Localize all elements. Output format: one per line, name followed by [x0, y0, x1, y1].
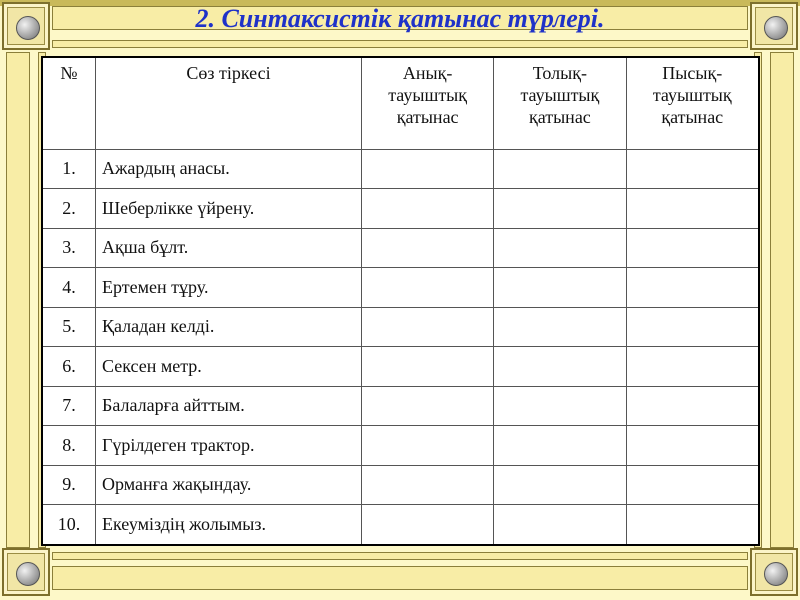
- corner-knob-icon: [16, 562, 40, 586]
- row-number: 8.: [42, 426, 96, 466]
- header-phrase: Сөз тіркесі: [96, 57, 362, 149]
- adverbial-cell[interactable]: [626, 465, 759, 505]
- row-phrase: Орманға жақындау.: [96, 465, 362, 505]
- attributive-cell[interactable]: [362, 149, 494, 189]
- row-number: 1.: [42, 149, 96, 189]
- row-number: 4.: [42, 268, 96, 308]
- attributive-cell[interactable]: [362, 228, 494, 268]
- table-row: [42, 465, 759, 505]
- attributive-cell[interactable]: [362, 386, 494, 426]
- adverbial-cell[interactable]: [626, 386, 759, 426]
- attributive-cell[interactable]: [362, 307, 494, 347]
- frame-bottom-inner-rail: [52, 552, 748, 560]
- adverbial-cell[interactable]: [626, 347, 759, 387]
- corner-ornament-bottom-left: [2, 548, 50, 596]
- adverbial-cell[interactable]: [626, 149, 759, 189]
- row-number: 3.: [42, 228, 96, 268]
- table-row: [42, 189, 759, 229]
- table-header-row: [42, 57, 759, 149]
- adverbial-cell[interactable]: [626, 307, 759, 347]
- syntax-relations-table: [41, 56, 760, 546]
- row-phrase: Ақша бұлт.: [96, 228, 362, 268]
- adverbial-cell[interactable]: [626, 268, 759, 308]
- object-cell[interactable]: [494, 228, 626, 268]
- object-cell[interactable]: [494, 307, 626, 347]
- adverbial-cell[interactable]: [626, 189, 759, 229]
- frame-bottom-rail: [52, 566, 748, 590]
- header-adverbial: Пысық- тауыштық қатынас: [626, 57, 759, 149]
- corner-knob-icon: [764, 562, 788, 586]
- object-cell[interactable]: [494, 426, 626, 466]
- table-row: [42, 307, 759, 347]
- adverbial-cell[interactable]: [626, 426, 759, 466]
- table-row: [42, 149, 759, 189]
- header-object: Толық- тауыштық қатынас: [494, 57, 626, 149]
- table-row: [42, 386, 759, 426]
- object-cell[interactable]: [494, 465, 626, 505]
- row-number: 9.: [42, 465, 96, 505]
- row-phrase: Сексен метр.: [96, 347, 362, 387]
- row-phrase: Балаларға айттым.: [96, 386, 362, 426]
- row-phrase: Шеберлікке үйрену.: [96, 189, 362, 229]
- row-phrase: Ажардың анасы.: [96, 149, 362, 189]
- frame-top-inner-rail: [52, 40, 748, 48]
- attributive-cell[interactable]: [362, 268, 494, 308]
- row-number: 2.: [42, 189, 96, 229]
- corner-ornament-bottom-right: [750, 548, 798, 596]
- adverbial-cell[interactable]: [626, 505, 759, 546]
- slide-title: 2. Синтаксистік қатынас түрлері.: [195, 4, 605, 33]
- header-attributive: Анық- тауыштық қатынас: [362, 57, 494, 149]
- table-row: [42, 228, 759, 268]
- table-row: [42, 426, 759, 466]
- object-cell[interactable]: [494, 268, 626, 308]
- row-number: 10.: [42, 505, 96, 546]
- row-phrase: Екеуміздің жолымыз.: [96, 505, 362, 546]
- row-phrase: Қаладан келді.: [96, 307, 362, 347]
- attributive-cell[interactable]: [362, 347, 494, 387]
- object-cell[interactable]: [494, 386, 626, 426]
- object-cell[interactable]: [494, 347, 626, 387]
- object-cell[interactable]: [494, 149, 626, 189]
- attributive-cell[interactable]: [362, 426, 494, 466]
- table-row: [42, 268, 759, 308]
- attributive-cell[interactable]: [362, 465, 494, 505]
- row-number: 5.: [42, 307, 96, 347]
- row-number: 7.: [42, 386, 96, 426]
- row-number: 6.: [42, 347, 96, 387]
- object-cell[interactable]: [494, 189, 626, 229]
- frame-right-rail: [770, 52, 794, 548]
- frame-left-rail: [6, 52, 30, 548]
- object-cell[interactable]: [494, 505, 626, 546]
- attributive-cell[interactable]: [362, 505, 494, 546]
- table-row: [42, 505, 759, 546]
- header-number: №: [42, 57, 96, 149]
- row-phrase: Гүрілдеген трактор.: [96, 426, 362, 466]
- row-phrase: Ертемен тұру.: [96, 268, 362, 308]
- adverbial-cell[interactable]: [626, 228, 759, 268]
- table-row: [42, 347, 759, 387]
- attributive-cell[interactable]: [362, 189, 494, 229]
